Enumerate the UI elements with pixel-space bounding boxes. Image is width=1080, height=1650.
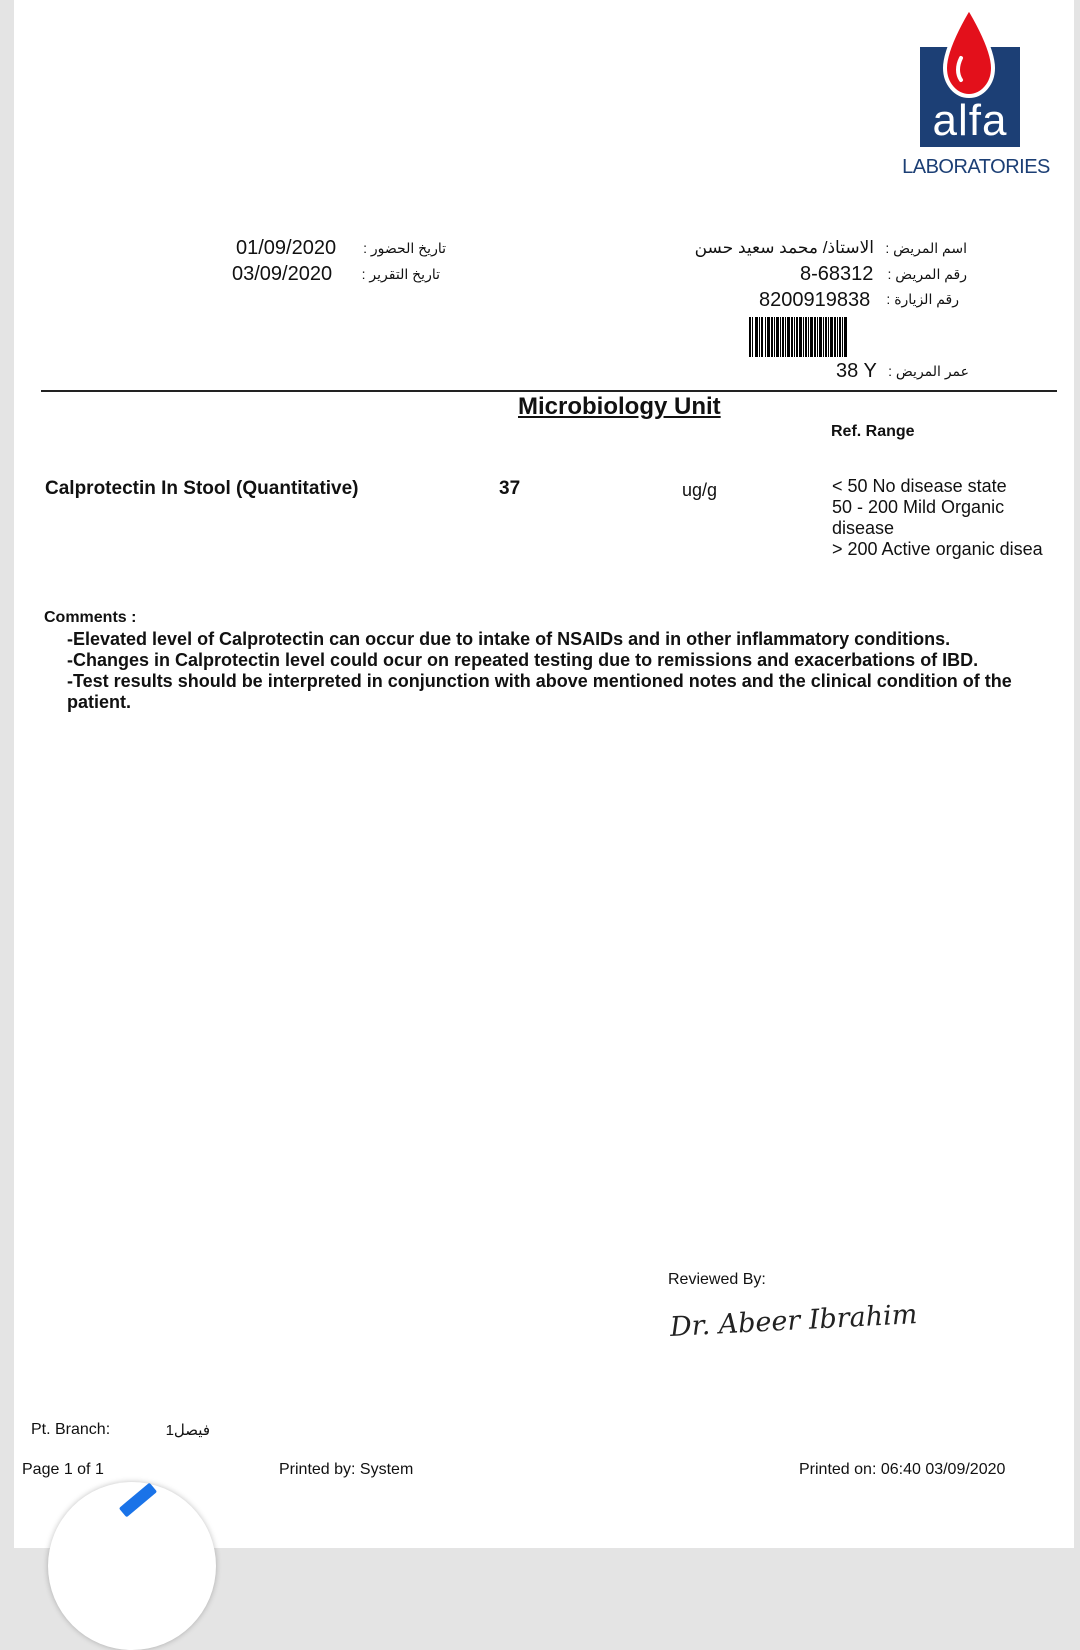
barcode: [749, 317, 847, 357]
report-page: [14, 0, 1074, 1548]
pencil-icon: [119, 1483, 157, 1518]
ref-line: 50 - 200 Mild Organic: [832, 497, 1005, 517]
unit-title: Microbiology Unit: [518, 393, 721, 420]
visit-number-label: رقم الزيارة :: [886, 291, 959, 307]
branch-value: فيصل1: [165, 1422, 210, 1439]
report-date-value: 03/09/2020: [232, 263, 333, 285]
reference-range: [832, 476, 1062, 560]
branch-label: Pt. Branch:: [31, 1421, 111, 1438]
printed-by: Printed by: System: [279, 1461, 414, 1478]
patient-age-label: عمر المريض :: [888, 363, 969, 379]
test-result: 37: [499, 478, 521, 499]
comment-line: -Changes in Calprotectin level could ocur on repeated testing due to remissions and exacerbations of IBD.: [67, 650, 979, 670]
visit-number-value: 8200919838: [759, 289, 871, 311]
comments-label: Comments :: [44, 609, 137, 626]
ref-line: disease: [832, 518, 895, 538]
patient-name-label: اسم المريض :: [885, 240, 967, 256]
logo-brand: alfa: [932, 96, 1008, 145]
test-name: Calprotectin In Stool (Quantitative): [45, 478, 359, 499]
ref-line: > 200 Active organic disea: [832, 539, 1043, 559]
comment-line: -Elevated level of Calprotectin can occur due to intake of NSAIDs and in other inflammatory conditions.: [67, 629, 951, 649]
attendance-date-label: تاريخ الحضور :: [363, 240, 446, 256]
comment-line: -Test results should be interpreted in conjunction with above mentioned notes and the clinical condition of the: [67, 671, 1012, 691]
reviewed-by-label: Reviewed By:: [668, 1271, 766, 1288]
comments-body: [67, 629, 1057, 713]
logo-subtitle: LABORATORIES: [902, 156, 1050, 178]
page-number: Page 1 of 1: [22, 1461, 104, 1478]
attendance-date-value: 01/09/2020: [236, 237, 337, 259]
printed-on: Printed on: 06:40 03/09/2020: [799, 1461, 1006, 1478]
ref-line: < 50 No disease state: [832, 476, 1007, 496]
patient-age-value: 38 Y: [836, 360, 877, 382]
test-unit: ug/g: [682, 480, 718, 500]
blood-drop-icon: [939, 6, 999, 101]
edit-fab-button[interactable]: [48, 1482, 216, 1650]
reviewer-signature: Dr. Abeer Ibrahim: [669, 1299, 919, 1343]
ref-range-header: Ref. Range: [831, 423, 915, 440]
patient-id-value: 8-68312: [800, 263, 874, 285]
report-date-label: تاريخ التقرير :: [361, 266, 440, 282]
header-divider: [41, 390, 1057, 392]
patient-id-label: رقم المريض :: [887, 266, 967, 282]
patient-name-value: الاستاذ/ محمد سعيد حسن: [694, 238, 874, 257]
comment-line: patient.: [67, 692, 132, 712]
